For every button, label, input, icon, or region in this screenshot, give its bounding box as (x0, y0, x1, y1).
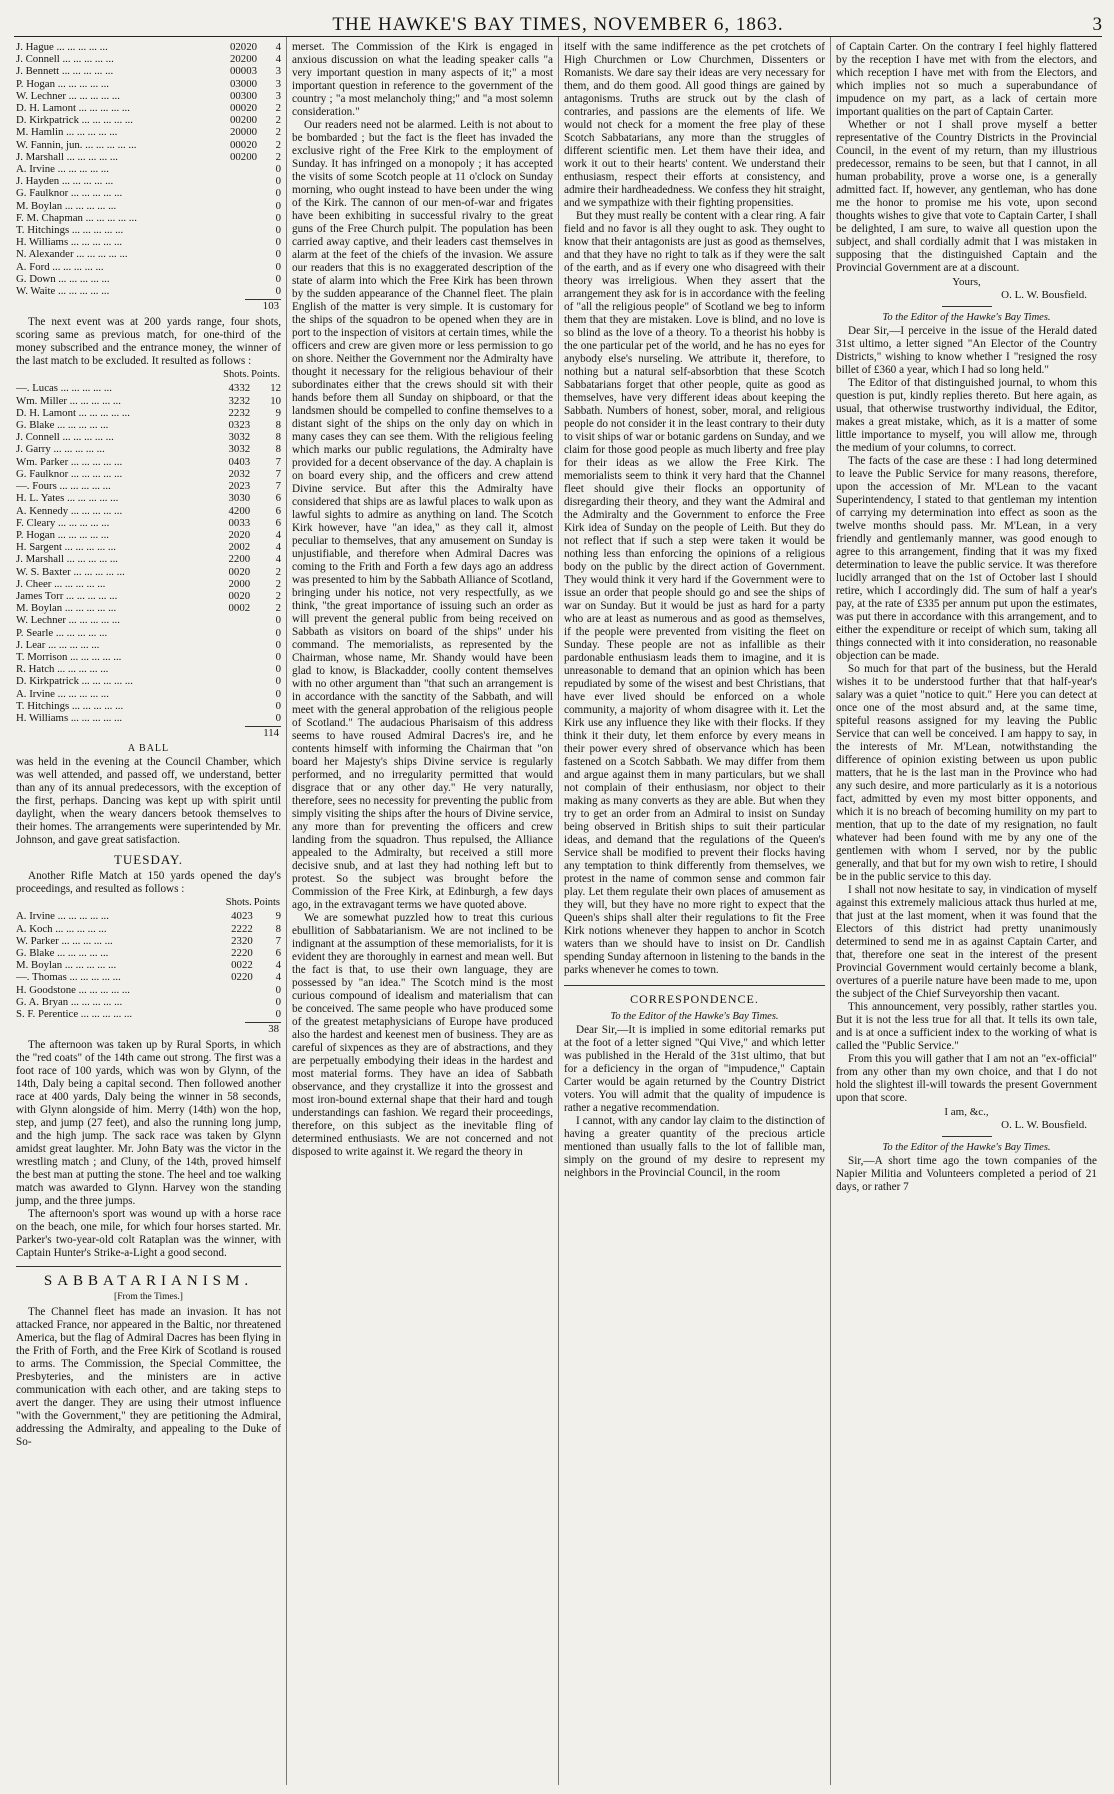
shots-cell: 0220 (231, 971, 253, 984)
competitor-name: G. Down ... ... ... ... ... (16, 272, 110, 285)
competitor-name: J. Bennett ... ... ... ... ... (16, 65, 114, 78)
points-cell: 8 (275, 419, 281, 432)
shots-cell (211, 261, 257, 273)
shots-cell: 00020 (230, 138, 257, 151)
competitor-name: J. Hayden ... ... ... ... ... (16, 175, 114, 188)
competitor-name: T. Hitchings ... ... ... ... ... (16, 224, 124, 237)
match-intro: The next event was at 200 yards range, four shots, scoring same as previous match, for one-third of the money subscribed and the entrance money, the winner of the last match to be excluded. It resulted as follows : (16, 316, 281, 368)
points-cell: 0 (275, 663, 281, 676)
columns (14, 37, 1102, 1785)
column-header: Shots. (225, 897, 252, 909)
score-table-2 (16, 368, 281, 724)
table-row (16, 407, 281, 419)
shots-cell (207, 996, 253, 1008)
competitor-name: J. Lear ... ... ... ... ... (16, 638, 100, 651)
table-row (16, 553, 281, 565)
points-cell: 0 (275, 1007, 281, 1020)
competitor-name: T. Morrison ... ... ... ... ... (16, 650, 122, 663)
masthead-title: THE HAWKE'S BAY TIMES, NOVEMBER 6, 1863. (332, 14, 784, 35)
points-cell: 6 (275, 946, 281, 959)
table-row (16, 517, 281, 529)
competitor-name: H. Williams ... ... ... ... ... (16, 236, 123, 249)
competitor-name: M. Boylan ... ... ... ... ... (16, 199, 117, 212)
ball-heading: A BALL (127, 743, 170, 755)
points-cell: 0 (275, 248, 281, 261)
ball-text: was held in the evening at the Council Chamber, which was well attended, and passed off, we understand, better than any of its annual predecessors, with the exception of the first, perhaps. Dancing was kept up with spirit until daylight, when the weary dancers betook themselves to their homes. The arrangements were superintended by Mr. Johnson, and gave great satisfaction. (16, 756, 281, 847)
shots-cell: 0033 (228, 516, 251, 529)
points-cell: 0 (275, 199, 281, 212)
competitor-name: N. Alexander ... ... ... ... ... (16, 248, 128, 261)
column-header: Points. (251, 369, 280, 381)
table-row (16, 688, 281, 700)
points-cell: 4 (275, 528, 281, 541)
column-2 (286, 37, 558, 1785)
points-cell: 2 (275, 102, 281, 115)
shots-cell (204, 614, 250, 626)
table-row (16, 651, 281, 663)
table-row (16, 395, 281, 407)
competitor-name: P. Searle ... ... ... ... ... (16, 626, 108, 639)
shots-cell: 3032 (228, 443, 251, 456)
shots-cell (204, 663, 250, 675)
points-cell: 2 (275, 602, 281, 615)
shots-cell: 00003 (230, 65, 257, 78)
points-cell: 0 (275, 272, 281, 285)
divider-2 (942, 1136, 992, 1137)
table-row (16, 566, 281, 578)
table-row (16, 675, 281, 687)
table-row (16, 248, 281, 260)
points-cell: 4 (275, 541, 281, 554)
tuesday-heading: TUESDAY. (113, 852, 184, 868)
shots-cell: 0403 (228, 455, 251, 468)
competitor-name: J. Garry ... ... ... ... ... (16, 443, 105, 456)
score-table-1 (16, 41, 281, 297)
shots-cell: 00200 (230, 114, 257, 127)
shots-cell: 2320 (231, 934, 253, 947)
points-cell: 7 (275, 455, 281, 468)
points-cell: 0 (275, 211, 281, 224)
shots-cell (204, 627, 250, 639)
table-row (16, 65, 281, 77)
competitor-name: G. A. Bryan ... ... ... ... ... (16, 995, 123, 1008)
shots-cell: 00300 (230, 89, 257, 102)
shots-cell: 0002 (228, 602, 251, 615)
table-row (16, 923, 281, 935)
column-4 (830, 37, 1102, 1785)
points-cell: 0 (275, 638, 281, 651)
score-table-1-total: 103 (245, 299, 281, 312)
points-cell: 3 (275, 89, 281, 102)
points-cell: 9 (275, 406, 281, 419)
sabbatarianism-source: [From the Times.] (114, 1292, 183, 1303)
points-cell: 7 (275, 480, 281, 493)
competitor-name: A. Koch ... ... ... ... ... (16, 922, 107, 935)
correspondence-heading: CORRESPONDENCE. (564, 985, 825, 1007)
points-cell: 7 (275, 934, 281, 947)
table-row (16, 126, 281, 138)
shots-cell: 0323 (228, 419, 251, 432)
editor-address-2: To the Editor of the Hawke's Bay Times. (882, 312, 1051, 323)
points-cell: 0 (275, 163, 281, 176)
table-row (16, 480, 281, 492)
points-cell: 0 (275, 224, 281, 237)
points-cell: 2 (275, 589, 281, 602)
shots-cell (207, 1008, 253, 1020)
table-row (16, 529, 281, 541)
table-row (16, 947, 281, 959)
letter-signature-1: O. L. W. Bousfield. (1001, 289, 1087, 301)
shots-cell: 2020 (228, 528, 251, 541)
points-cell: 8 (275, 922, 281, 935)
column-header: Points (253, 897, 280, 909)
table-row (16, 78, 281, 90)
competitor-name: A. Ford ... ... ... ... ... (16, 260, 104, 273)
letter-signature-2: O. L. W. Bousfield. (1001, 1119, 1087, 1131)
points-cell: 0 (275, 175, 281, 188)
competitor-name: S. F. Perentice ... ... ... ... ... (16, 1007, 133, 1020)
points-cell: 2 (275, 150, 281, 163)
points-cell: 0 (275, 614, 281, 627)
competitor-name: G. Blake ... ... ... ... ... (16, 419, 109, 432)
table-row (16, 639, 281, 651)
points-cell: 2 (275, 114, 281, 127)
competitor-name: H. Goodstone ... ... ... ... ... (16, 983, 130, 996)
shots-cell: 4023 (231, 910, 253, 923)
shots-cell: 2220 (231, 946, 253, 959)
competitor-name: G. Faulknor ... ... ... ... ... (16, 187, 123, 200)
points-cell: 0 (275, 711, 281, 724)
table-row (16, 627, 281, 639)
table-row (16, 712, 281, 724)
shots-cell: 2000 (228, 577, 251, 590)
points-cell: 0 (275, 650, 281, 663)
table-row (16, 261, 281, 273)
shots-cell (211, 224, 257, 236)
competitor-name: Wm. Miller ... ... ... ... ... (16, 394, 121, 407)
score-table-2-total: 114 (245, 726, 281, 739)
points-cell: 2 (275, 138, 281, 151)
competitor-name: W. Lechner ... ... ... ... ... (16, 614, 120, 627)
shots-cell (204, 688, 250, 700)
competitor-name: P. Hogan ... ... ... ... ... (16, 528, 109, 541)
competitor-name: A. Irvine ... ... ... ... ... (16, 687, 109, 700)
table-row (16, 468, 281, 480)
table-row (16, 163, 281, 175)
shots-cell (204, 639, 250, 651)
competitor-name: W. Lechner ... ... ... ... ... (16, 89, 120, 102)
article-continued: merset. The Commission of the Kirk is engaged in anxious discussion on what the leading speaker calls "a very important question in many aspects of it;" a most important question in reference to the government of the country ; "a most melancholy thing;" and "a most solemn consideration." Our readers need not be alarmed. Leith is not about to be bombarded ; but the fact is the fleet has invaded the exclusive right of the Free Kirk to the employment of Sunday. It has infringed on a monopoly ; it has accepted the visits of some Scotch people at 11 o'clock on Sunday morning, who ought instead to have been under the wing of the Kirk. The cannon of our men-of-war and frigates have been exhibiting in successful rivalry to the great guns of the Free Church pulpit. The population has been carried away captive, and their leaders cast themselves in alarm at the feet of the chiefs of the invasion. We assure our readers that this is no exaggerated description of the state of alarm into which the Free Kirk has been thrown by the sudden appearance of the Channel fleet. The plain English of the matter is very simple. It is customary for the ships of the squadron to be opened when they are in port to the inspection of visitors at certain times, while the officers and crew are given more or less permission to go on shore. Neither the Government nor the Admiralty have thought it necessary for the religious behaviour of their subordinates either that the crews should sit with their hands before them all Sunday on shipboard, or that the landsmen should be compelled to confine themselves to a distant sight of the ships on the only day on which in many cases they can see them. With the religious feeling which marks our public regulations, the Admiralty have provided for a decent observance of the day. A chaplain is on board every ship, and the officers and crew attend Divine service. But after this the Admiralty have considered that ships are as lawful places to walk upon as lawful sights to admire as anything on land. The Scotch Kirk however, have "an idea," as they call it, almost peculiar to themselves, that any amusement on Sunday is unjustifiable, and therefore when Admiral Dacres was coming to the Frith and Forth a few days ago an address was presented to him by the Sabbath Alliance of Scotland, bringing under his notice, not very respectfully, as we think, "the great importance of issuing such an order as will prevent the general public from being received on Sabbath as visitors on board of the ships" under his command. The memorialists, as represented by the Chairman, whose name, Mr. Shandy would have been glad to know, is Blackadder, coolly content themselves with no other argument than "that such an arrangement is in accordance with the sanctity of the Sabbath, and will meet with the general approbation of the religious people of Scotland." The audacious Pharisaism of this address seems to have roused Admiral Dacres's ire, and he contents himself with informing the Chairman that "on board her Majesty's ships Divine service is regularly performed, and no irregularity permitted that would disgrace that or any other day." He very naturally, therefore, sees no necessity for preventing the public from simply visiting the ships after the hours of Divine service, any more than for preventing the officers and crew landing from the squadron. Thus repulsed, the Alliance appealed to the Admiralty, but received a still more decisive snub, and at last they had nothing left but to protest. So the subject was brought before the Commission of the Free Kirk, at Edinburgh, a few days ago, in the extravagant terms we have quoted above. We are somewhat puzzled how to treat this curious ebullition of Sabbatarianism. We are not inclined to be indignant at the assumption of these memorialists, for it is evident they are thoroughly in earnest and mean well. But the fact is that, to use their own language, they are possessed by "an idea." The Scotch mind is the most curious compound of idealism and materialism that can be conceived. The same people who have produced some of the greatest metaphysicians of Europe have produced also the hardest and keenest men of business. They are as careful of sixpences as they are of abstractions, and they are perpetually embodying their ideas in the hardest and most material forms. They have an idea of Sabbath observance, and they crystallize it into the grossest and most iron-bound external shape that their hard and tough understandings can fashion. We regard their proceedings, therefore, on this subject as the inevitable fling of determined enthusiasts. We are not concerned and not disposed to write against it. We regard the theory in (292, 41, 553, 1158)
competitor-name: F. Cleary ... ... ... ... ... (16, 516, 110, 529)
competitor-name: P. Hogan ... ... ... ... ... (16, 77, 109, 90)
page-number: 3 (1092, 14, 1102, 35)
table-row (16, 41, 281, 53)
shots-cell: 20000 (230, 126, 257, 139)
competitor-name: —. Fours ... ... ... ... ... (16, 480, 111, 493)
shots-cell (211, 200, 257, 212)
table-row (16, 151, 281, 163)
masthead (14, 10, 1102, 37)
points-cell: 12 (270, 382, 281, 395)
shots-cell: 02020 (230, 41, 257, 53)
competitor-name: D. H. Lamont ... ... ... ... ... (16, 102, 130, 115)
competitor-name: D. Kirkpatrick ... ... ... ... ... (16, 114, 133, 127)
letter-2: Dear Sir,—I perceive in the issue of the Herald dated 31st ultimo, a letter signed "An Elector of the Country Districts," wishing to know whether I "resigned the rosy billet of £360 a year, which I had so long held." The Editor of that distinguished journal, to whom this question is put, kindly replies thereto. But here again, as usual, that otherwise trustworthy individual, the Editor, makes a great mistake, which, as it is a matter of some little importance to myself, you will allow me, through the medium of your columns, to correct. The facts of the case are these : I had long determined to leave the Public Service for many reasons, therefore, upon the accession of Mr. M'Lean to the vacant Superintendency, I stated to that gentleman my intention of carrying my determination into effect as soon as the twelve months should pass. Mr. M'Lean, in a very friendly and gentlemanly manner, was good enough to agree to this arrangement, finding that it was my fixed determination to leave the public service. It was therefore lucidly arranged that on the 1st of October last I should retire, which I accordingly did. The sum of half a year's pay, at the rate of £335 per annum put upon the estimates, was put there in accordance with this arrangement, and to either the expenditure or receipt of which sum, taking all things connected with it into consideration, no reasonable objection can be made. So much for that part of the business, but the Herald wishes it to be understood further that that half-year's salary was a quiet "notice to quit." Here you can detect at once one of the most absurd and, at the same time, spiteful reasons assigned for my leaving the Public Service that can well be conceived. I am happy to say, in the interests of Mr. M'Lean, notwithstanding the difference of opinion existing between us upon public matters, that he is the last man in the Province who had any such desire, and more particularly as it is a notorious fact, admitted by even my most bitter opponents, and which it is no breach of becoming humility on my part to mention, that up to the date of my resignation, no fault whatever had been found with me by any one of the gentlemen with whom I served, nor by the public generally, and that but for my own wish to retire, I should be in the public service to this day. I shall not now hesitate to say, in vindication of myself against this extremely malicious attack thus hurled at me, that just at the last moment, when it was found that the Electors of this district had pretty unanimously determined to send me in as against Captain Carter, and that, therefore one seat in the interest of the present Provincial Government would certainly become a blank, overtures of a puerile nature have been made to me, upon the subject of the Chief Surveyorship then vacant. This announcement, very possibly, rather startles you. But it is not the less true for all that. It tells its own tale, and is at once a sufficient index to the working of what is called the "Public Service." From this you will gather that I am not an "ex-official" from any other than my own choice, and that I do not hold the slightest ill-will towards the present Government upon that score. (836, 325, 1097, 1104)
table-row (16, 996, 281, 1008)
points-cell: 7 (275, 467, 281, 480)
points-cell: 0 (275, 260, 281, 273)
table-row (16, 175, 281, 187)
table-row (16, 212, 281, 224)
table-row (16, 236, 281, 248)
shots-cell: 0020 (228, 565, 251, 578)
shots-cell (211, 248, 257, 260)
competitor-name: —. Lucas ... ... ... ... ... (16, 382, 112, 395)
competitor-name: W. Parker ... ... ... ... ... (16, 934, 113, 947)
divider (942, 306, 992, 307)
shots-cell (211, 187, 257, 199)
shots-cell: 4332 (228, 382, 251, 395)
shots-cell: 2032 (228, 467, 251, 480)
points-cell: 0 (275, 187, 281, 200)
column-1 (14, 37, 286, 1785)
points-cell: 2 (275, 577, 281, 590)
table-header (16, 368, 281, 382)
table-row (16, 102, 281, 114)
editor-address: To the Editor of the Hawke's Bay Times. (610, 1011, 779, 1022)
competitor-name: M. Boylan ... ... ... ... ... (16, 959, 117, 972)
shots-cell: 3232 (228, 394, 251, 407)
points-cell: 3 (275, 65, 281, 78)
sabbatarianism-heading: SABBATARIANISM. (16, 1266, 281, 1290)
table-row (16, 139, 281, 151)
competitor-name: James Torr ... ... ... ... ... (16, 589, 118, 602)
shots-cell: 4200 (228, 504, 251, 517)
competitor-name: J. Marshall ... ... ... ... ... (16, 150, 118, 163)
competitor-name: A. Kennedy ... ... ... ... ... (16, 504, 123, 517)
points-cell: 2 (275, 565, 281, 578)
points-cell: 0 (275, 236, 281, 249)
competitor-name: W. S. Baxter ... ... ... ... ... (16, 565, 125, 578)
letter-3: Sir,—A short time ago the town companies of the Napier Militia and Volunteers completed a period of 21 days, or rather 7 (836, 1155, 1097, 1193)
points-cell: 4 (275, 553, 281, 566)
competitor-name: G. Blake ... ... ... ... ... (16, 946, 109, 959)
competitor-name: D. H. Lamont ... ... ... ... ... (16, 406, 130, 419)
table-header (16, 896, 281, 910)
competitor-name: A. Irvine ... ... ... ... ... (16, 163, 109, 176)
shots-cell (211, 285, 257, 297)
shots-cell (211, 175, 257, 187)
table-row (16, 273, 281, 285)
shots-cell: 2023 (228, 480, 251, 493)
article-continued-2: itself with the same indifference as the pet crotchets of High Churchmen or Low Churchmen, Dissenters or Romanists. We dare say their ideas are very necessary for them, and do them good. All good things are gained by antagonisms. Truths are struck out by the clash of contraries, and passions are the elements of life. We would not check for a moment the free play of these Scotch Sabbatarians, any more than the struggles of different scientific men. Let them have their idea, and work it out to their hearts' content. We understand their enthusiasm, respect their efforts at consistency, and admire their hardheadedness. We confess they hit straight, and we sympathize with their fighting propensities. But they must really be content with a clear ring. A fair field and no favor is all they ought to ask. They ought to know that their antagonists are just as good as themselves, and that they have no right to talk as if they were the salt of the earth, and as if every one who disagreed with their theory was irreligious. When they assert that the arrangement they ask for is in accordance with the feeling of "all the religious people" of Scotland we beg to inform them that they are mistaken. Love is blind, and no love is so blind as the love of a theory. To a theorist his hobby is the one particular pet of the world, and he has no eyes for anybody else's nurseling. We attribute it, therefore, to nothing but a natural self-absorbtion that these Scotch Sabbatarians forget that other people, quite as good as themselves, have very different ideas about keeping the Sabbath. Numbers of honest, sober, moral, and religious people do not consider it in the least contrary to their duty to visit ships of war or botanic gardens on Sunday, and we claim for those good people as much liberty and free play for their ideas as we allow the Free Kirk. The memorialists seem to think it very hard that the Channel fleet should give their flocks an opportunity of disregarding their theory, and they want the Admiral and the Admiralty and the Government to enforce the Free Kirk idea of Sunday on the people of Leith. But they do not reflect that if such a step were taken it would be nothing less than enforcing the opinions of a religious body on the public by the direct action of Government. They would think it very hard if the Government were to issue an order that people should go and see the ships of war on Sunday. But it would be just as hard for a party who are at least as numerous and as good as themselves, if the people were prevented from visiting the fleet on Sunday. These people are not as infallible as their pardonable enthusiasm leads them to imagine, and it is unreasonable to demand that an opinion which has been repudiated by some of the wisest and best Christians, that have ever lived should be enforced on a whole community, a majority of whom disagree with it. Let the Kirk use any influence they like with their flocks. If they think it their duty, let them enforce by every means in their power every shred of observance which has been fastened on a Scotch Sabbath. We may differ from them and argue against them in many particulars, but we shall not complain of their enthusiasm, nor object to their making as many converts as they are able. But when they try to get an order from an Admiral to insist on Sunday being observed in British ships to suit their particular ideas, and demand that the regulations of the Queen's Service shall be modified to prevent their flocks having any temptation to think differently from themselves, we protest in the name of common sense and common fair play. Let them regulate their own places of amusement as they will, but they have no more right to expect that the Queen's ships shall alter their regulations to fit the Free Kirk notions whenever they happen to anchor in Scotch waters than we should have to insist on Dr. Candlish spending Sunday afternoon in listening to the bands in the parks whenever he comes to town. (564, 41, 825, 976)
table-row (16, 419, 281, 431)
points-cell: 0 (275, 626, 281, 639)
table-row (16, 602, 281, 614)
table-row (16, 90, 281, 102)
points-cell: 0 (275, 285, 281, 298)
competitor-name: H. L. Yates ... ... ... ... ... (16, 492, 119, 505)
points-cell: 4 (275, 41, 281, 53)
shots-cell: 00200 (230, 150, 257, 163)
sabbatarianism-text: The Channel fleet has made an invasion. It has not attacked France, nor appeared in the Baltic, nor threatened America, but the flag of Admiral Dacres has been flying in the Frith of Forth, and the Free Kirk of Scotland is roused to arms. The Commission, the Special Committee, the Presbyteries, and the ministers are in active communication with each other, and are taking steps to avert the danger. They are using their utmost influence "with the Government," they are petitioning the Admiral, addressing the Admiralty, and appealing to the Duke of So- (16, 1306, 281, 1449)
shots-cell: 2222 (231, 922, 253, 935)
competitor-name: J. Cheer ... ... ... ... ... (16, 577, 106, 590)
competitor-name: F. M. Chapman ... ... ... ... ... (16, 211, 137, 224)
table-row (16, 590, 281, 602)
points-cell: 0 (275, 675, 281, 688)
table-row (16, 971, 281, 983)
shots-cell (211, 163, 257, 175)
competitor-name: G. Faulknor ... ... ... ... ... (16, 467, 123, 480)
competitor-name: A. Irvine ... ... ... ... ... (16, 910, 109, 923)
shots-cell: 03000 (230, 77, 257, 90)
shots-cell (204, 712, 250, 724)
points-cell: 6 (275, 516, 281, 529)
editor-address-3: To the Editor of the Hawke's Bay Times. (882, 1142, 1051, 1153)
points-cell: 3 (275, 77, 281, 90)
shots-cell: 2002 (228, 541, 251, 554)
competitor-name: J. Connell ... ... ... ... ... (16, 431, 114, 444)
shots-cell (204, 675, 250, 687)
shots-cell: 2200 (228, 553, 251, 566)
table-row (16, 984, 281, 996)
table-row (16, 935, 281, 947)
shots-cell (211, 236, 257, 248)
competitor-name: H. Williams ... ... ... ... ... (16, 711, 123, 724)
competitor-name: M. Hamlin ... ... ... ... ... (16, 126, 118, 139)
competitor-name: —. Thomas ... ... ... ... ... (16, 971, 121, 984)
letter-1: Dear Sir,—It is implied in some editorial remarks put at the foot of a letter signed "Qui Vive," and which letter was published in the Herald of the 31st ultimo, that but for a deficiency in the organ of "impudence," Captain Carter would be again returned by the Country District voters. You will admit that the quality of impudence is rather a negative recommendation. I cannot, with any candor lay claim to the distinction of having a greater quantity of the precious article mentioned than usually falls to the lot of fallible man, simply on the ground of my desire to represent my neighbors in the Provincial Council, in the room (564, 1024, 825, 1179)
shots-cell: 0020 (228, 589, 251, 602)
competitor-name: J. Marshall ... ... ... ... ... (16, 553, 118, 566)
points-cell: 0 (275, 995, 281, 1008)
shots-cell: 3030 (228, 492, 251, 505)
competitor-name: J. Hague ... ... ... ... ... (16, 41, 108, 53)
table-row (16, 443, 281, 455)
letter-closing-2: I am, &c., (944, 1106, 989, 1118)
table-row (16, 382, 281, 394)
competitor-name: J. Connell ... ... ... ... ... (16, 53, 114, 66)
column-3 (558, 37, 830, 1785)
shots-cell: 00020 (230, 102, 257, 115)
table-row (16, 456, 281, 468)
column-header: Shots. (223, 369, 250, 381)
points-cell: 0 (275, 983, 281, 996)
competitor-name: R. Hatch ... ... ... ... ... (16, 663, 109, 676)
table-row (16, 114, 281, 126)
points-cell: 10 (270, 394, 281, 407)
shots-cell (204, 651, 250, 663)
points-cell: 4 (275, 53, 281, 66)
letter-1-continued: of Captain Carter. On the contrary I feel highly flattered by the reception I have met with from the electors, and which reception I have met with from the Electors, and which implies not so much a superabundance of impudence on my part, as a lack of certain more important qualities on the part of Captain Carter. Whether or not I shall prove myself a better representative of the Country Districts in the Provincial Council, in the event of my return, than my illustrious predecessor, remains to be seen, but that I cannot, in all human probability, prove a worse one, is a generally admitted fact. If, however, any gentleman, who has done me the honor to promise me his vote, upon second thoughts wishes to give that vote to Captain Carter, I shall be delighted, I am sure, to waive all question upon the subject, and shall cordially admit that I was mistaken in supposing that the distinguished Captain and the Provincial Government are at a discount. (836, 41, 1097, 274)
points-cell: 8 (275, 431, 281, 444)
table-row (16, 200, 281, 212)
table-row (16, 700, 281, 712)
points-cell: 4 (275, 959, 281, 972)
table-row (16, 614, 281, 626)
competitor-name: W. Fannin, jun. ... ... ... ... ... (16, 138, 137, 151)
table-row (16, 285, 281, 297)
letter-closing: Yours, (952, 276, 981, 288)
shots-cell (207, 984, 253, 996)
shots-cell: 0022 (231, 959, 253, 972)
table-row (16, 578, 281, 590)
sports-text: The afternoon was taken up by Rural Sports, in which the "red coats" of the 14th came out strong. The first was a foot race of 100 yards, which was won by Glynn, of the 14th, Daly being a capital second. Then followed another race at 400 yards, Daly being the winner in 58 seconds, with Glynn alongside of him. Merry (14th) won the hop, step, and jump (27 feet), and also the running long jump, and the high jump. The sack race was taken by Glynn amidst great laughter. Mr. John Baty was the victor in the wrestling match ; and Cluny, of the 14th, proved himself the best man at putting the stone. The heel and toe walking match was awarded to Glynn. Harvey won the standing jump, and the three jumps. The afternoon's sport was wound up with a horse race on the beach, one mile, for which four horses started. Mr. Parker's two-year-old colt Rataplan was the winner, with Captain Hunter's Strike-a-Light a good second. (16, 1039, 281, 1260)
table-row (16, 1008, 281, 1020)
table-row (16, 492, 281, 504)
score-table-3 (16, 896, 281, 1020)
shots-cell (211, 212, 257, 224)
points-cell: 4 (275, 971, 281, 984)
table-row (16, 505, 281, 517)
table-row (16, 541, 281, 553)
points-cell: 2 (275, 126, 281, 139)
table-row (16, 663, 281, 675)
tuesday-text: Another Rifle Match at 150 yards opened the day's proceedings, and resulted as follows : (16, 870, 281, 896)
points-cell: 0 (275, 687, 281, 700)
points-cell: 8 (275, 443, 281, 456)
shots-cell: 20200 (230, 53, 257, 66)
table-row (16, 224, 281, 236)
shots-cell (204, 700, 250, 712)
table-row (16, 959, 281, 971)
competitor-name: M. Boylan ... ... ... ... ... (16, 602, 117, 615)
table-row (16, 431, 281, 443)
shots-cell: 2232 (228, 406, 251, 419)
shots-cell (211, 273, 257, 285)
table-row (16, 53, 281, 65)
competitor-name: T. Hitchings ... ... ... ... ... (16, 699, 124, 712)
competitor-name: H. Sargent ... ... ... ... ... (16, 541, 116, 554)
competitor-name: D. Kirkpatrick ... ... ... ... ... (16, 675, 133, 688)
competitor-name: Wm. Parker ... ... ... ... ... (16, 455, 123, 468)
score-table-3-total: 38 (245, 1022, 281, 1035)
points-cell: 0 (275, 699, 281, 712)
points-cell: 6 (275, 492, 281, 505)
shots-cell: 3032 (228, 431, 251, 444)
table-row (16, 187, 281, 199)
competitor-name: W. Waite ... ... ... ... ... (16, 285, 110, 298)
points-cell: 6 (275, 504, 281, 517)
table-row (16, 910, 281, 922)
points-cell: 9 (275, 910, 281, 923)
